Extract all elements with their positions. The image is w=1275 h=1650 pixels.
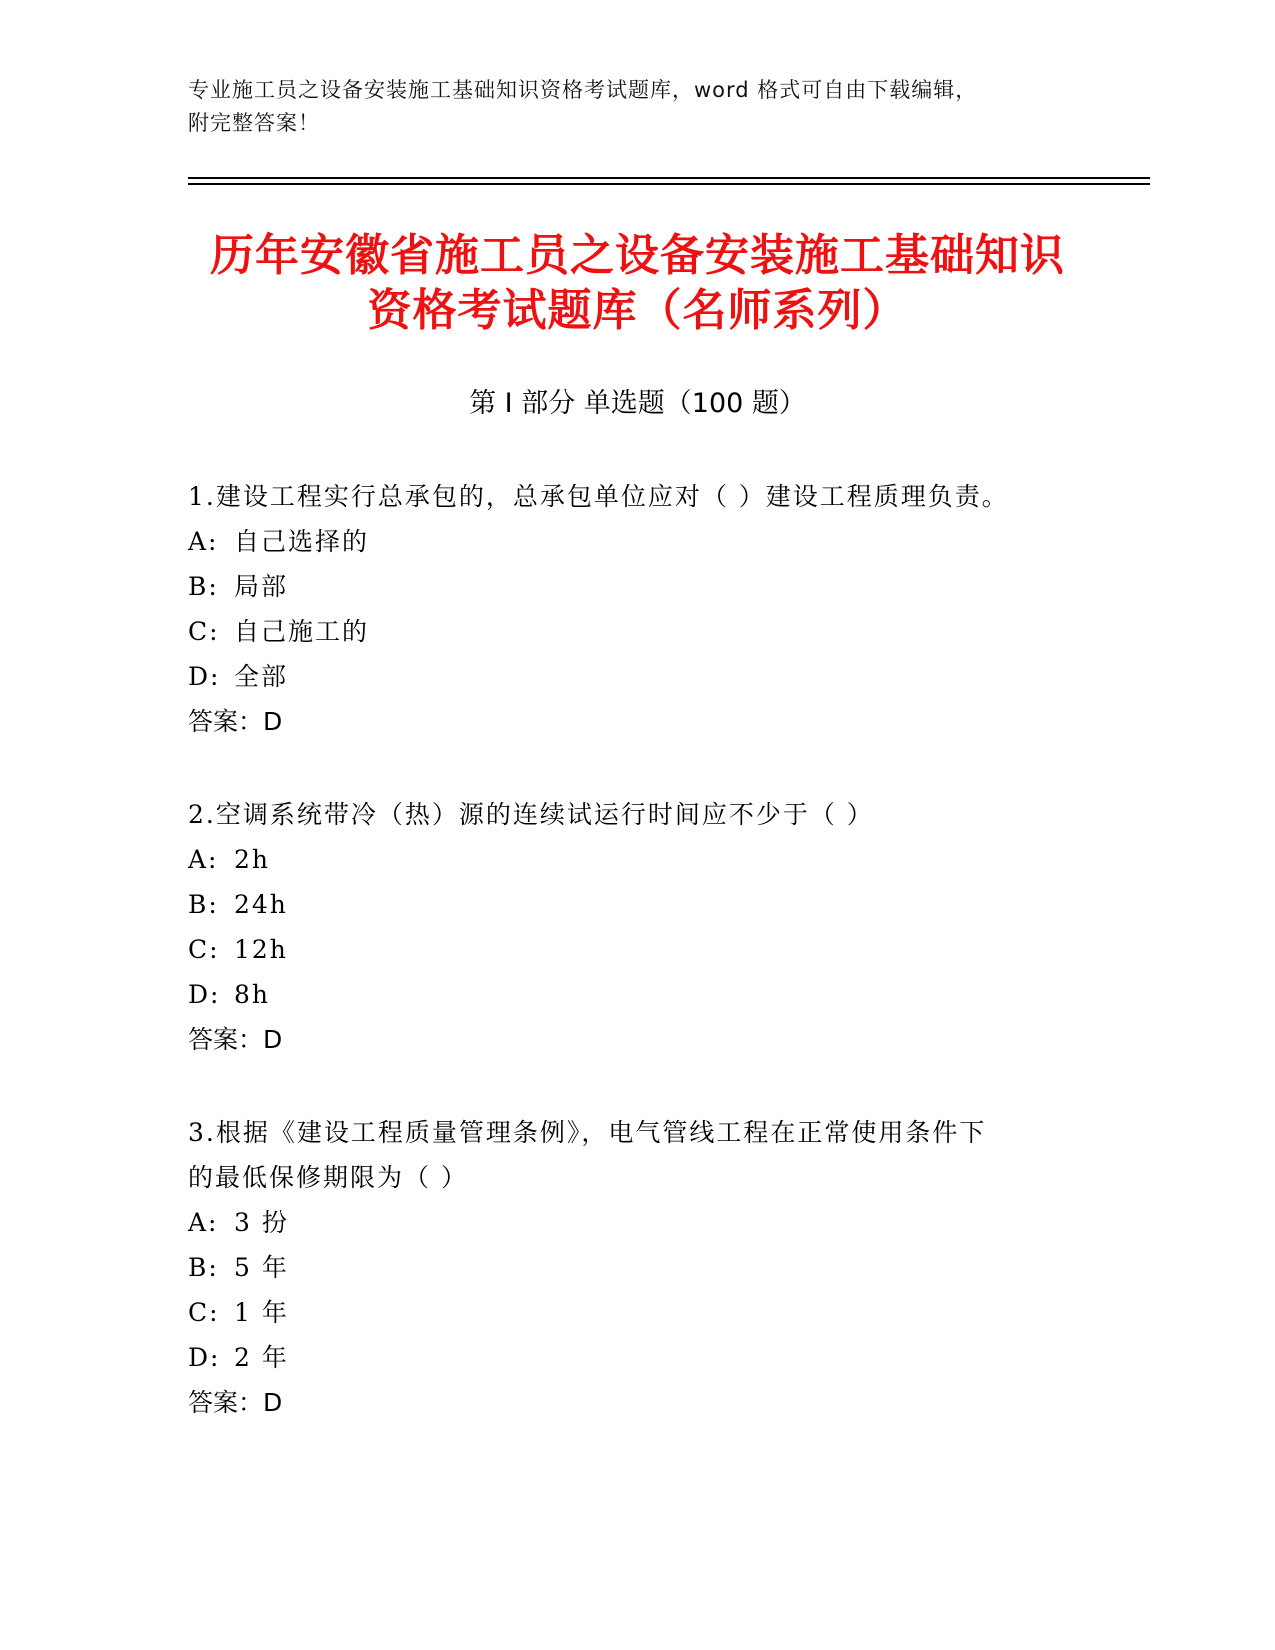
option-key: B: bbox=[188, 1253, 219, 1282]
option-d bbox=[188, 1335, 1068, 1380]
option-a bbox=[188, 837, 1068, 882]
option-text: 1 年 bbox=[234, 1298, 289, 1327]
question-stem: 2.空调系统带冷（热）源的连续试运行时间应不少于（ ） bbox=[188, 800, 874, 829]
document-title-line-2: 资格考试题库（名师系列） bbox=[367, 285, 908, 336]
question-stem-line-1: 3.根据《建设工程质量管理条例》，电气管线工程在正常使用条件下 bbox=[188, 1118, 987, 1147]
question-stem: 1.建设工程实行总承包的，总承包单位应对（ ）建设工程质理负责。 bbox=[188, 482, 1009, 511]
option-d bbox=[188, 654, 1068, 699]
section-title: 第 I 部分 单选题（100 题） bbox=[469, 388, 806, 419]
answer-label: 答案：D bbox=[188, 1388, 283, 1417]
document-title bbox=[0, 228, 1275, 338]
header-note-line-1: 专业施工员之设备安装施工基础知识资格考试题库，word 格式可自由下载编辑， bbox=[188, 78, 978, 102]
option-text: 自己施工的 bbox=[234, 617, 370, 646]
option-b bbox=[188, 564, 1068, 609]
option-text: 8h bbox=[234, 980, 271, 1009]
question-3 bbox=[188, 1110, 1068, 1425]
option-b bbox=[188, 882, 1068, 927]
header-note-line-2: 附完整答案！ bbox=[188, 111, 320, 135]
option-d bbox=[188, 972, 1068, 1017]
option-key: D: bbox=[188, 1343, 221, 1372]
option-key: A: bbox=[188, 845, 219, 874]
option-text: 12h bbox=[234, 935, 288, 964]
option-key: A: bbox=[188, 1208, 219, 1237]
question-1 bbox=[188, 474, 1068, 744]
option-text: 5 年 bbox=[234, 1253, 289, 1282]
option-key: C: bbox=[188, 1298, 220, 1327]
option-text: 全部 bbox=[234, 662, 289, 691]
option-c bbox=[188, 609, 1068, 654]
option-text: 24h bbox=[234, 890, 288, 919]
option-c bbox=[188, 927, 1068, 972]
option-b bbox=[188, 1245, 1068, 1290]
question-2 bbox=[188, 792, 1068, 1062]
option-text: 自己选择的 bbox=[234, 527, 370, 556]
header-note bbox=[188, 74, 1068, 140]
option-key: C: bbox=[188, 617, 220, 646]
option-text: 3 扮 bbox=[234, 1208, 289, 1237]
answer-label: 答案：D bbox=[188, 707, 283, 736]
option-a bbox=[188, 1200, 1068, 1245]
document-title-line-1: 历年安徽省施工员之设备安装施工基础知识 bbox=[210, 230, 1065, 281]
option-c bbox=[188, 1290, 1068, 1335]
option-text: 2h bbox=[234, 845, 271, 874]
option-key: B: bbox=[188, 890, 219, 919]
option-key: C: bbox=[188, 935, 220, 964]
header-divider-bottom bbox=[188, 183, 1150, 185]
header-divider-top bbox=[188, 177, 1150, 179]
option-key: D: bbox=[188, 662, 221, 691]
question-list bbox=[188, 474, 1068, 1473]
question-stem-line-2: 的最低保修期限为（ ） bbox=[188, 1163, 468, 1192]
option-text: 局部 bbox=[234, 572, 289, 601]
option-key: B: bbox=[188, 572, 219, 601]
option-key: A: bbox=[188, 527, 219, 556]
option-text: 2 年 bbox=[234, 1343, 289, 1372]
option-a bbox=[188, 519, 1068, 564]
option-key: D: bbox=[188, 980, 221, 1009]
answer-label: 答案：D bbox=[188, 1025, 283, 1054]
